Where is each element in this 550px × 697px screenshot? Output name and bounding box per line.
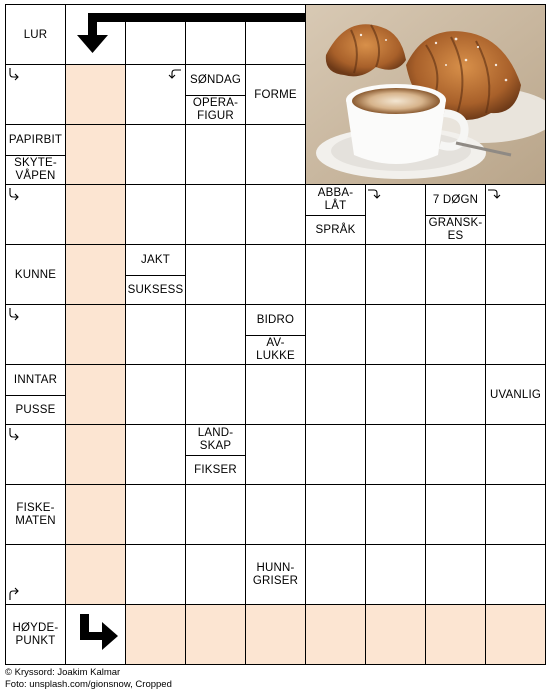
small-arrow-left-down-icon <box>168 67 182 81</box>
answer-cell[interactable] <box>425 484 486 545</box>
answer-cell[interactable] <box>485 604 546 665</box>
column-divider <box>245 22 246 64</box>
answer-cell[interactable] <box>245 184 306 245</box>
clue-divider <box>426 215 485 216</box>
clue-text: PAPIRBIT <box>8 133 63 146</box>
clue-cell <box>185 64 246 125</box>
answer-cell[interactable] <box>305 304 366 365</box>
answer-cell[interactable] <box>425 424 486 485</box>
clue-cell <box>485 364 546 425</box>
answer-cell[interactable] <box>365 244 426 305</box>
clue-cell <box>125 244 186 305</box>
clue-text: SPRÅK <box>315 223 356 236</box>
answer-cell[interactable] <box>125 484 186 545</box>
answer-cell[interactable] <box>485 484 546 545</box>
clue-text: FORME <box>254 88 297 101</box>
answer-cell[interactable] <box>65 304 126 365</box>
small-arrow-up-right-icon <box>7 587 21 601</box>
clue-text: HUNN- GRISER <box>252 562 299 587</box>
answer-cell[interactable] <box>245 364 306 425</box>
clue-cell <box>245 304 306 365</box>
arrow-region <box>65 4 306 65</box>
clue-divider <box>246 335 305 336</box>
clue-divider <box>6 155 65 156</box>
clue-text: LAND- SKAP <box>197 427 234 452</box>
clue-cell <box>5 244 66 305</box>
clue-divider <box>126 275 185 276</box>
answer-cell[interactable] <box>185 244 246 305</box>
answer-cell[interactable] <box>185 484 246 545</box>
clue-text: SKYTE- VÅPEN <box>14 157 57 182</box>
clue-text: BIDRO <box>256 313 295 326</box>
clue-text: INNTAR <box>13 373 58 386</box>
answer-cell[interactable] <box>365 304 426 365</box>
answer-cell[interactable] <box>65 484 126 545</box>
clue-text: AV- LUKKE <box>256 337 295 362</box>
answer-cell[interactable] <box>65 184 126 245</box>
answer-cell[interactable] <box>245 604 306 665</box>
clue-text: 7 DØGN <box>432 193 479 206</box>
photo-credit: Foto: unsplash.com/gionsnow, Cropped <box>5 679 172 690</box>
answer-cell[interactable] <box>245 484 306 545</box>
answer-cell[interactable] <box>365 484 426 545</box>
answer-cell[interactable] <box>125 604 186 665</box>
clue-cell <box>5 124 66 185</box>
answer-cell[interactable] <box>65 424 126 485</box>
clue-text: OPERA- FIGUR <box>192 97 239 122</box>
answer-cell[interactable] <box>305 544 366 605</box>
answer-cell[interactable] <box>485 424 546 485</box>
answer-cell[interactable] <box>65 364 126 425</box>
clue-text: SUKSESS <box>127 283 184 296</box>
clue-divider <box>186 95 245 96</box>
clue-cell <box>425 184 486 245</box>
clue-cell <box>5 484 66 545</box>
small-arrow-down-right-icon <box>7 67 21 81</box>
answer-cell[interactable] <box>125 364 186 425</box>
answer-cell[interactable] <box>65 124 126 185</box>
answer-cell[interactable] <box>425 544 486 605</box>
answer-cell[interactable] <box>305 604 366 665</box>
answer-cell[interactable] <box>125 124 186 185</box>
small-arrow-right-down-icon <box>487 187 501 201</box>
answer-cell[interactable] <box>185 124 246 185</box>
clue-text: KUNNE <box>14 268 57 281</box>
answer-cell[interactable] <box>65 244 126 305</box>
clue-text: UVANLIG <box>489 388 542 401</box>
answer-cell[interactable] <box>125 184 186 245</box>
answer-cell[interactable] <box>185 544 246 605</box>
clue-cell <box>305 184 366 245</box>
clue-text: GRANSK- ES <box>428 217 483 242</box>
answer-cell[interactable] <box>425 304 486 365</box>
answer-cell[interactable] <box>185 304 246 365</box>
answer-cell[interactable] <box>425 364 486 425</box>
answer-cell[interactable] <box>365 364 426 425</box>
answer-cell[interactable] <box>125 544 186 605</box>
answer-cell[interactable] <box>125 424 186 485</box>
clue-text: ABBA- LÅT <box>317 187 354 212</box>
answer-cell[interactable] <box>425 604 486 665</box>
clue-divider <box>186 455 245 456</box>
answer-cell[interactable] <box>425 244 486 305</box>
answer-cell[interactable] <box>485 304 546 365</box>
big-arrow-down-icon <box>66 5 306 65</box>
small-arrow-down-right-icon <box>7 427 21 441</box>
clue-cell <box>5 364 66 425</box>
answer-cell[interactable] <box>245 244 306 305</box>
answer-cell[interactable] <box>185 364 246 425</box>
answer-cell[interactable] <box>305 244 366 305</box>
answer-cell[interactable] <box>305 484 366 545</box>
column-divider <box>185 22 186 64</box>
answer-cell[interactable] <box>245 124 306 185</box>
answer-cell[interactable] <box>365 544 426 605</box>
small-arrow-right-down-icon <box>367 187 381 201</box>
clue-cell <box>185 424 246 485</box>
clue-text: PUSSE <box>15 403 56 416</box>
small-arrow-down-right-icon <box>7 187 21 201</box>
answer-cell[interactable] <box>245 424 306 485</box>
clue-divider <box>306 215 365 216</box>
clue-cell <box>5 4 66 65</box>
clue-text: FISKE- MATEN <box>15 502 56 527</box>
clue-cell <box>245 64 306 125</box>
clue-cell <box>245 544 306 605</box>
clue-text: LUR <box>23 28 48 41</box>
answer-cell[interactable] <box>185 184 246 245</box>
croissant-coffee-photo <box>305 4 546 185</box>
crossword-grid <box>5 4 545 664</box>
answer-cell[interactable] <box>365 604 426 665</box>
clue-text: SØNDAG <box>189 73 242 86</box>
answer-cell[interactable] <box>65 64 126 125</box>
column-divider <box>125 22 126 64</box>
answer-cell[interactable] <box>305 424 366 485</box>
crossword-credit: © Kryssord: Joakim Kalmar <box>5 667 121 678</box>
answer-cell[interactable] <box>125 304 186 365</box>
answer-cell[interactable] <box>305 364 366 425</box>
big-arrow-right-icon <box>66 605 126 665</box>
clue-text: FIKSER <box>194 463 237 476</box>
start-arrow-cell <box>65 604 126 665</box>
answer-cell[interactable] <box>185 604 246 665</box>
small-arrow-down-right-icon <box>7 307 21 321</box>
answer-cell[interactable] <box>365 424 426 485</box>
answer-cell[interactable] <box>485 544 546 605</box>
clue-divider <box>6 395 65 396</box>
clue-text: JAKT <box>141 253 170 266</box>
answer-cell[interactable] <box>65 544 126 605</box>
clue-cell <box>5 604 66 665</box>
credits <box>5 667 172 691</box>
clue-text: HØYDE- PUNKT <box>12 622 59 647</box>
answer-cell[interactable] <box>485 244 546 305</box>
